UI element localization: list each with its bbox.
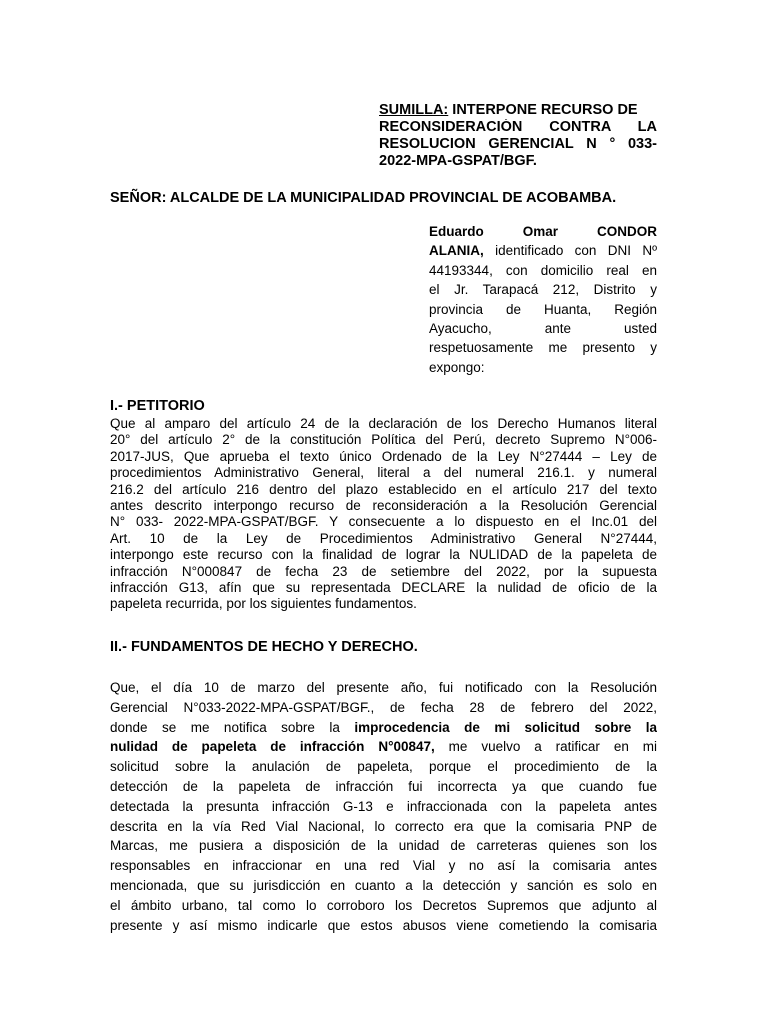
- compareciente-name: Eduardo Omar CONDOR: [429, 224, 657, 239]
- petitorio-line: infracción N°000847 de fecha 23 de setiembre del 2022, por la supuesta: [110, 563, 657, 579]
- petitorio-line: interpongo este recurso con la finalidad de lograr la NULIDAD de la papeleta de: [110, 547, 657, 563]
- sumilla-line: SUMILLA: INTERPONE RECURSO DE: [379, 102, 638, 118]
- fundamentos-paragraph: [110, 678, 657, 935]
- petitorio-line: procedimientos Administrativo General, literal a del numeral 216.1. y numeral: [110, 465, 657, 481]
- fundamentos-line: Gerencial N°033-2022-MPA-GSPAT/BGF., de fecha 28 de febrero del 2022,: [110, 699, 657, 715]
- fundamentos-line: mencionada, que su jurisdicción en cuanto a la detección y sanción es solo en: [110, 877, 657, 893]
- fundamentos-line: descrita en la vía Red Vial Nacional, lo correcto era que la comisaria PNP de: [110, 818, 657, 834]
- petitorio-line: papeleta recurrida, por los siguientes fundamentos.: [110, 596, 417, 612]
- fundamentos-line: Que, el día 10 de marzo del presente año, fui notificado con la Resolución: [110, 680, 657, 695]
- petitorio-line: infracción G13, afín que su representada DECLARE la nulidad de oficio de la: [110, 580, 657, 596]
- sumilla-block: [379, 102, 657, 170]
- fundamentos-line: Marcas, me pusiera a disposición de la unidad de carreteras quienes son los: [110, 838, 657, 854]
- compareciente-line: provincia de Huanta, Región: [429, 301, 657, 317]
- fundamentos-line: detectada la presunta infracción G-13 e infraccionada con la papeleta antes: [110, 798, 657, 814]
- petitorio-line: antes descrito interpongo recurso de reconsideración a la Resolución Gerencial: [110, 498, 657, 514]
- sumilla-line: RESOLUCION GERENCIAL N ° 033-: [379, 136, 657, 152]
- petitorio-paragraph: [110, 416, 657, 613]
- fundamentos-heading: II.- FUNDAMENTOS DE HECHO Y DERECHO.: [110, 639, 418, 655]
- fundamentos-line: detección de la papeleta de infracción fui incorrecta ya que cuando fue: [110, 778, 657, 794]
- compareciente-line: expongo:: [429, 359, 485, 375]
- fundamentos-line: el ámbito urbano, tal como lo corroboro los Decretos Supremos que adjunto al: [110, 897, 657, 913]
- petitorio-heading: I.- PETITORIO: [110, 398, 205, 414]
- fundamentos-line: nulidad de papeleta de infracción N°00847, me vuelvo a ratificar en mi: [110, 739, 657, 755]
- fundamentos-line: solicitud sobre la anulación de papeleta, porque el procedimiento de la: [110, 759, 657, 775]
- compareciente-line: respetuosamente me presento y: [429, 340, 657, 356]
- compareciente-line: Ayacucho, ante usted: [429, 321, 657, 337]
- petitorio-line: N° 033- 2022-MPA-GSPAT/BGF. Y consecuente a lo dispuesto en el Inc.01 del: [110, 514, 657, 530]
- compareciente-line: el Jr. Tarapacá 212, Distrito y: [429, 282, 657, 298]
- petitorio-line: Art. 10 de la Ley de Procedimientos Administrativo General N°27444,: [110, 530, 657, 546]
- petitorio-line: 2017-JUS, Que aprueba el texto único Ordenado de la Ley N°27444 – Ley de: [110, 448, 657, 464]
- compareciente-line: 44193344, con domicilio real en: [429, 262, 657, 278]
- petitorio-line: 20° del artículo 2° de la constitución Política del Perú, decreto Supremo N°006-: [110, 432, 657, 448]
- sumilla-label: SUMILLA:: [379, 102, 449, 118]
- fundamentos-line: presente y así mismo indicarle que estos abusos viene cometiendo la comisaria: [110, 917, 657, 933]
- sumilla-line: 2022-MPA-GSPAT/BGF.: [379, 153, 537, 169]
- compareciente-line: ALANIA, identificado con DNI Nº: [429, 243, 657, 259]
- compareciente-block: [429, 222, 657, 377]
- sumilla-line: RECONSIDERACIÓN CONTRA LA: [379, 119, 657, 135]
- fundamentos-line: donde se me notifica sobre la improcedencia de mi solicitud sobre la: [110, 719, 657, 735]
- petitorio-line: 216.2 del artículo 216 dentro del plazo establecido en el artículo 217 del texto: [110, 481, 657, 497]
- fundamentos-line: responsables en infraccionar en una red Vial y no así la comisaria antes: [110, 858, 657, 874]
- destinatario: SEÑOR: ALCALDE DE LA MUNICIPALIDAD PROVINCIAL DE ACOBAMBA.: [110, 190, 617, 206]
- petitorio-line: Que al amparo del artículo 24 de la declaración de los Derecho Humanos literal: [110, 416, 657, 431]
